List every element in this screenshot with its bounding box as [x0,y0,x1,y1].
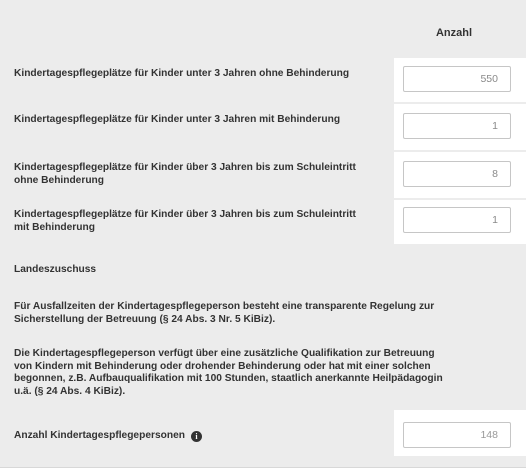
places-over3-without-disability-input[interactable] [403,161,511,187]
divider [0,467,526,468]
landeszuschuss-text-qualification: Die Kindertagespflegeperson verfügt über eine zusätzliche Qualifikation zur Betreuung von Kindern mit Behinderung oder drohender Behinderung oder hat mit einer solchen begonnen, z.B. Aufbauqualifikation mit 100 Stunden, staatlich anerkannte Heilpädagogin u.ä. (§ 24 Abs. 4 KiBiz). [14,348,443,397]
personen-label [14,430,359,443]
column-header-anzahl: Anzahl [435,27,473,39]
personen-label-text: Anzahl Kindertagespflegepersonen [14,430,185,441]
row-label: Kindertagespflegeplätze für Kinder über 3 Jahren bis zum Schuleintritt mit Behinderung [14,209,356,233]
info-circle-icon[interactable]: i [191,431,202,442]
places-over3-with-disability-input[interactable] [403,207,511,233]
landeszuschuss-text-backup-care: Für Ausfallzeiten der Kindertagespflegeperson besteht eine transparente Regelung zur Sicherstellung der Betreuung (§ 24 Abs. 3 Nr. 5 KiBiz). [14,301,435,325]
row-label: Kindertagespflegeplätze für Kinder über 3 Jahren bis zum Schuleintritt ohne Behinderung [14,162,356,186]
row-label: Kindertagespflegeplätze für Kinder unter 3 Jahren ohne Behinderung [14,68,350,79]
places-under3-with-disability-input[interactable] [403,113,511,139]
landeszuschuss-heading: Landeszuschuss [14,264,97,275]
kindertagespflegepersonen-count-input[interactable] [403,422,511,448]
row-label: Kindertagespflegeplätze für Kinder unter 3 Jahren mit Behinderung [14,114,341,125]
places-under3-without-disability-input[interactable] [403,66,511,92]
